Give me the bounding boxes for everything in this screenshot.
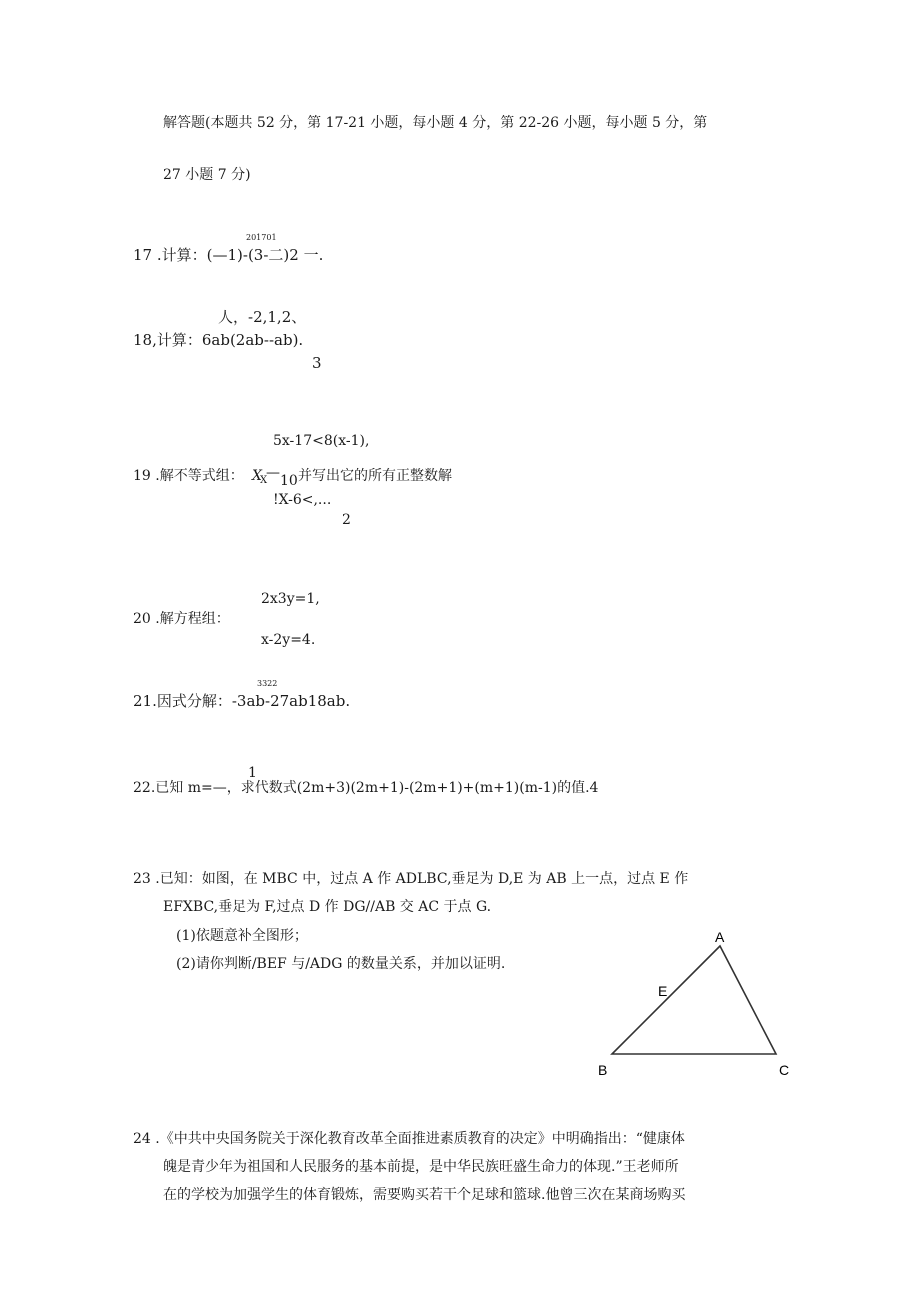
q22-text: 22.已知 m=—，求代数式(2m+3)(2m+1)-(2m+1)+(m+1)(m-1)的值.4	[133, 780, 599, 796]
q23-sub1: (1)依题意补全图形；	[176, 928, 308, 944]
vertex-label-a: A	[715, 929, 725, 945]
section-header-line1: 解答题(本题共 52 分，第 17-21 小题，每小题 4 分，第 22-26 小题，每小题 5 分，第	[163, 115, 708, 131]
q18-below: 3	[312, 354, 322, 372]
q21-text: 21.因式分解：-3ab-27ab18ab.	[133, 692, 351, 710]
q22-superscript: 1	[248, 765, 257, 781]
q19-fraction-bar: —	[266, 465, 280, 481]
q19-label: 19 .解不等式组：	[133, 468, 244, 484]
q19-line-top: 5x-17<8(x-1),	[273, 433, 370, 449]
q20-equation-2: x-2y=4.	[261, 632, 316, 648]
q20-equation-1: 2x3y=1,	[261, 591, 320, 607]
triangle-abc	[612, 946, 776, 1054]
q17-superscript: 201701	[246, 233, 277, 242]
q23-sub2: (2)请你判断/BEF 与/ADG 的数量关系，并加以证明.	[176, 956, 506, 972]
q19-tail: 并写出它的所有正整数解	[298, 468, 452, 484]
q17-text: 17 .计算：(—1)-(3-二)2 一.	[133, 246, 324, 264]
point-label-e: E	[658, 983, 668, 999]
q23-line1: 23 .已知：如图，在 MBC 中，过点 A 作 ADLBC,垂足为 D,E 为 AB 上一点，过点 E 作	[133, 871, 689, 887]
q24-line1: 24 .《中共中央国务院关于深化教育改革全面推进素质教育的决定》中明确指出：“健康体	[133, 1131, 685, 1147]
q24-line3: 在的学校为加强学生的体育锻炼，需要购买若干个足球和篮球.他曾三次在某商场购买	[163, 1187, 686, 1203]
q21-superscript: 3322	[257, 679, 278, 688]
q19-fraction-num: 10	[280, 473, 298, 489]
q23-line2: EFXBC,垂足为 F,过点 D 作 DG//AB 交 AC 于点 G.	[163, 899, 492, 915]
section-header-line2: 27 小题 7 分)	[163, 167, 251, 183]
vertex-label-c: C	[779, 1062, 790, 1078]
q19-line-bottom: !X-6<,...	[273, 492, 332, 508]
q19-fraction-subscript: X	[260, 475, 268, 486]
q18-text: 18,计算：6ab(2ab--ab).	[133, 331, 304, 349]
q19-denominator: 2	[342, 512, 351, 528]
q24-line2: 魄是青少年为祖国和人民服务的基本前提，是中华民族旺盛生命力的体现.”王老师所	[163, 1159, 679, 1175]
q18-above: 人，-2,1,2、	[218, 308, 307, 326]
q19-fraction-var: X	[252, 468, 262, 484]
q20-label: 20 .解方程组：	[133, 611, 230, 627]
vertex-label-b: B	[598, 1062, 608, 1078]
